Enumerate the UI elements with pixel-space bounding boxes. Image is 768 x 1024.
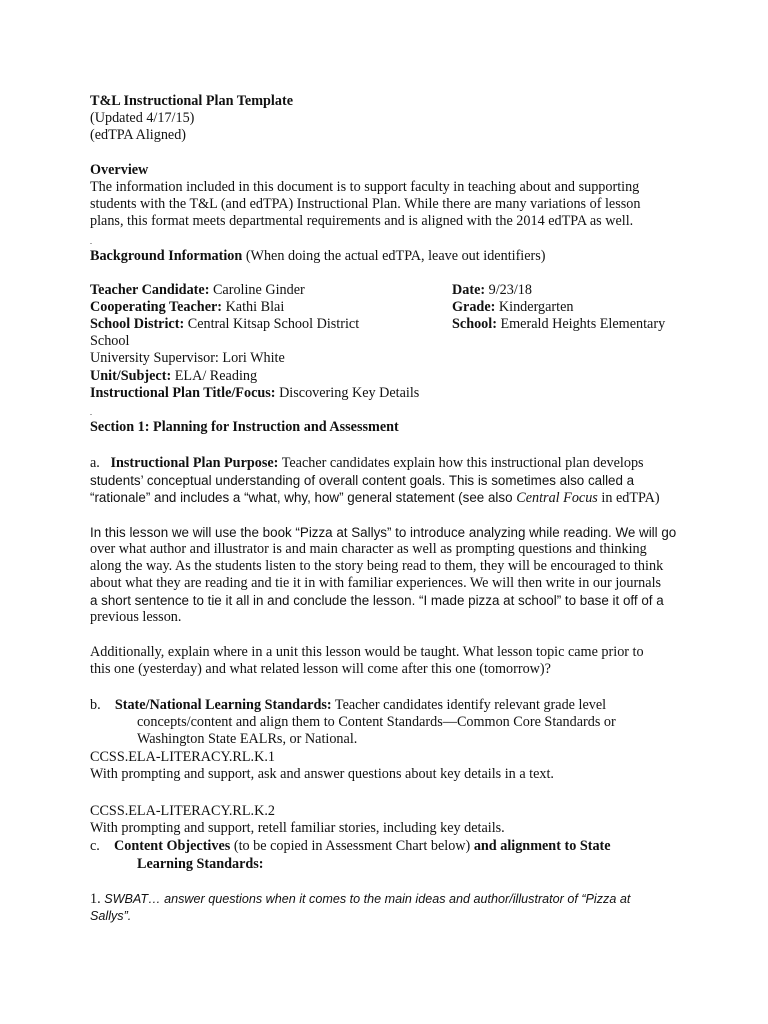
school-district-continuation: School — [90, 333, 130, 349]
lesson-line: along the way. As the students listen to the story being read to them, they will be encouraged to think — [90, 558, 664, 574]
item-c-marker: c. — [90, 838, 100, 854]
grade-label: Grade: — [452, 299, 496, 315]
item-b-marker: b. — [90, 697, 101, 713]
lesson-line: over what author and illustrator is and main character as well as prompting questions and thinking — [90, 541, 647, 557]
school-label: School: — [452, 316, 497, 332]
purpose-line-3 — [90, 489, 660, 507]
grade-row — [452, 299, 573, 316]
plan-title-label: Instructional Plan Title/Focus: — [90, 385, 276, 401]
unit-subject-row — [90, 368, 257, 385]
university-supervisor: University Supervisor: Lori White — [90, 350, 285, 366]
purpose-line-1 — [90, 455, 644, 472]
standards-line-1 — [90, 697, 606, 714]
objective-1-number: 1. — [90, 891, 105, 907]
objectives-label: Content Objectives — [114, 838, 231, 854]
unit-subject-label: Unit/Subject: — [90, 368, 172, 384]
objective-1-line-1 — [90, 891, 630, 908]
date-label: Date: — [452, 282, 486, 298]
plan-title-value: Discovering Key Details — [275, 385, 420, 401]
objective-1-line-2: Sallys”. — [90, 909, 132, 923]
updated-date: (Updated 4/17/15) — [90, 110, 195, 126]
overview-line: plans, this format meets departmental requirements and is aligned with the 2014 edTPA as well. — [90, 213, 634, 229]
teacher-candidate-label: Teacher Candidate: — [90, 282, 210, 298]
purpose-line-3-tail: in edTPA) — [597, 490, 660, 506]
school-district-row — [90, 316, 359, 333]
lesson-line: a short sentence to tie it all in and conclude the lesson. “I made pizza at school” to base it off of a — [90, 593, 664, 608]
overview-line: students with the T&L (and edTPA) Instructional Plan. While there are many variations of lesson — [90, 196, 641, 212]
school-district-label: School District: — [90, 316, 185, 332]
objective-1-text: SWBAT… answer questions when it comes to the main ideas and author/illustrator of “Pizza at — [104, 892, 631, 906]
date-value: 9/23/18 — [485, 282, 532, 298]
standard-text-2: With prompting and support, retell familiar stories, including key details. — [90, 820, 505, 836]
overview-heading: Overview — [90, 162, 149, 178]
edtpa-aligned-note: (edTPA Aligned) — [90, 127, 187, 143]
teacher-candidate-value: Caroline Ginder — [209, 282, 305, 298]
cooperating-teacher-label: Cooperating Teacher: — [90, 299, 223, 315]
grade-value: Kindergarten — [495, 299, 574, 315]
purpose-label: Instructional Plan Purpose: — [110, 455, 279, 471]
standards-text: Teacher candidates identify relevant grade level — [331, 697, 607, 713]
date-row — [452, 282, 532, 299]
standards-line-3: Washington State EALRs, or National. — [137, 731, 358, 747]
item-a-marker: a. — [90, 455, 100, 471]
teacher-candidate-row — [90, 282, 305, 299]
section-1-heading: Section 1: Planning for Instruction and Assessment — [90, 419, 399, 435]
standard-text-1: With prompting and support, ask and answer questions about key details in a text. — [90, 766, 554, 782]
plan-title-row — [90, 385, 419, 402]
central-focus-term: Central Focus — [516, 490, 598, 506]
additionally-line: Additionally, explain where in a unit this lesson would be taught. What lesson topic came prior to — [90, 644, 644, 660]
lesson-line: previous lesson. — [90, 609, 182, 625]
document-title: T&L Instructional Plan Template — [90, 93, 293, 109]
purpose-line-3-text: “rationale” and includes a “what, why, how” general statement (see also — [90, 490, 517, 505]
standard-code-1: CCSS.ELA-LITERACY.RL.K.1 — [90, 749, 275, 765]
additionally-line: this one (yesterday) and what related lesson will come after this one (tomorrow)? — [90, 661, 551, 677]
standards-line-2: concepts/content and align them to Content Standards—Common Core Standards or — [137, 714, 616, 730]
background-note: (When doing the actual edTPA, leave out identifiers) — [242, 248, 546, 264]
lesson-line: In this lesson we will use the book “Pizza at Sallys” to introduce analyzing while reading. We will go — [90, 525, 677, 540]
cooperating-teacher-value: Kathi Blai — [222, 299, 285, 315]
background-heading: Background Information — [90, 248, 243, 264]
purpose-text: Teacher candidates explain how this instructional plan develops — [278, 455, 644, 471]
school-row — [452, 316, 665, 333]
standards-label: State/National Learning Standards: — [114, 697, 332, 713]
spacer-dot: . — [90, 237, 92, 246]
purpose-line-2: students’ conceptual understanding of overall content goals. This is sometimes also called a — [90, 473, 635, 488]
standard-code-2: CCSS.ELA-LITERACY.RL.K.2 — [90, 803, 275, 819]
background-heading-line — [90, 248, 546, 265]
school-value: Emerald Heights Elementary — [496, 316, 666, 332]
objectives-alignment: and alignment to State — [473, 838, 611, 854]
school-district-value: Central Kitsap School District — [184, 316, 360, 332]
overview-line: The information included in this document is to support faculty in teaching about and supporting — [90, 179, 640, 195]
unit-subject-value: ELA/ Reading — [171, 368, 258, 384]
objectives-line-2: Learning Standards: — [137, 856, 264, 872]
lesson-line: about what they are reading and tie it in with familiar experiences. We will then write in our journals — [90, 575, 662, 591]
objectives-note: (to be copied in Assessment Chart below) — [230, 838, 474, 854]
objectives-line-1 — [90, 838, 611, 855]
spacer-dot: . — [90, 408, 92, 417]
cooperating-teacher-row — [90, 299, 284, 316]
